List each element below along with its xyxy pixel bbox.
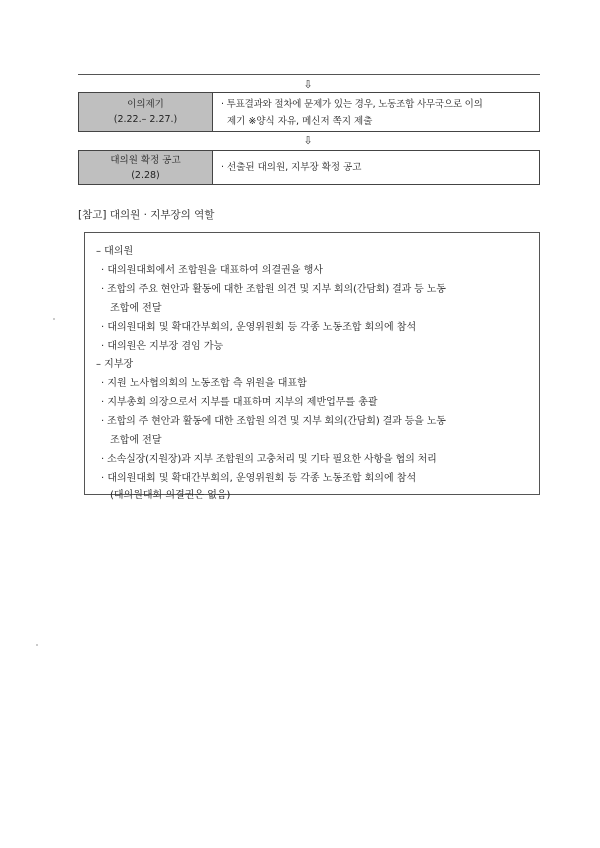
role-item-continuation: 조합에 전달 [110, 435, 162, 446]
step-date: (2.22.– 2.27.) [113, 114, 178, 125]
down-arrow-icon: ⇩ [303, 78, 313, 91]
step-label-cell [79, 93, 213, 131]
step-label-cell [79, 151, 213, 184]
scan-mark [36, 644, 38, 646]
flow-step-objection [78, 92, 540, 132]
role-item: · 대의원은 지부장 겸임 가능 [101, 341, 224, 352]
step-line: · 선출된 대의원, 지부장 확정 공고 [221, 162, 362, 173]
step-description [213, 93, 539, 131]
step-line: · 투표결과와 절차에 문제가 있는 경우, 노동조합 사무국으로 이의 [221, 99, 483, 110]
role-item: · 소속실장(지원장)과 지부 조합원의 고충처리 및 기타 필요한 사항을 협의 처리 [101, 454, 437, 465]
role-item: · 대의원대회 및 확대간부회의, 운영위원회 등 각종 노동조합 회의에 참석 [101, 473, 417, 484]
role-item: · 대의원대회 및 확대간부회의, 운영위원회 등 각종 노동조합 회의에 참석 [101, 322, 417, 333]
role-item-continuation: (대의원대회 의결권은 없음) [110, 490, 231, 501]
role-item: · 대의원대회에서 조합원을 대표하여 의결권을 행사 [101, 265, 323, 276]
scan-mark [53, 318, 55, 320]
step-title: 이의제기 [127, 99, 164, 110]
step-line: 제기 ※양식 자유, 메신저 쪽지 제출 [227, 116, 373, 127]
step-description [213, 151, 539, 184]
role-item: · 지부총회 의장으로서 지부를 대표하며 지부의 제반업무를 총괄 [101, 397, 378, 408]
top-divider [78, 74, 540, 75]
section-heading-branch-chief: – 지부장 [96, 359, 134, 370]
note-title: [참고] 대의원 · 지부장의 역할 [78, 209, 215, 221]
role-item-continuation: 조합에 전달 [110, 303, 162, 314]
section-heading-delegate: – 대의원 [96, 246, 134, 257]
step-date: (2.28) [131, 169, 160, 181]
step-title: 대의원 확정 공고 [110, 154, 181, 166]
role-item: · 지원 노사협의회의 노동조합 측 위원을 대표함 [101, 378, 307, 389]
role-item: · 조합의 주 현안과 활동에 대한 조합원 의견 및 지부 회의(간담회) 결과 등을 노동 [101, 416, 446, 427]
flow-step-confirmation [78, 150, 540, 185]
role-item: · 조합의 주요 현안과 활동에 대한 조합원 의견 및 지부 회의(간담회) 결과 등 노동 [101, 284, 446, 295]
down-arrow-icon: ⇩ [303, 134, 313, 147]
